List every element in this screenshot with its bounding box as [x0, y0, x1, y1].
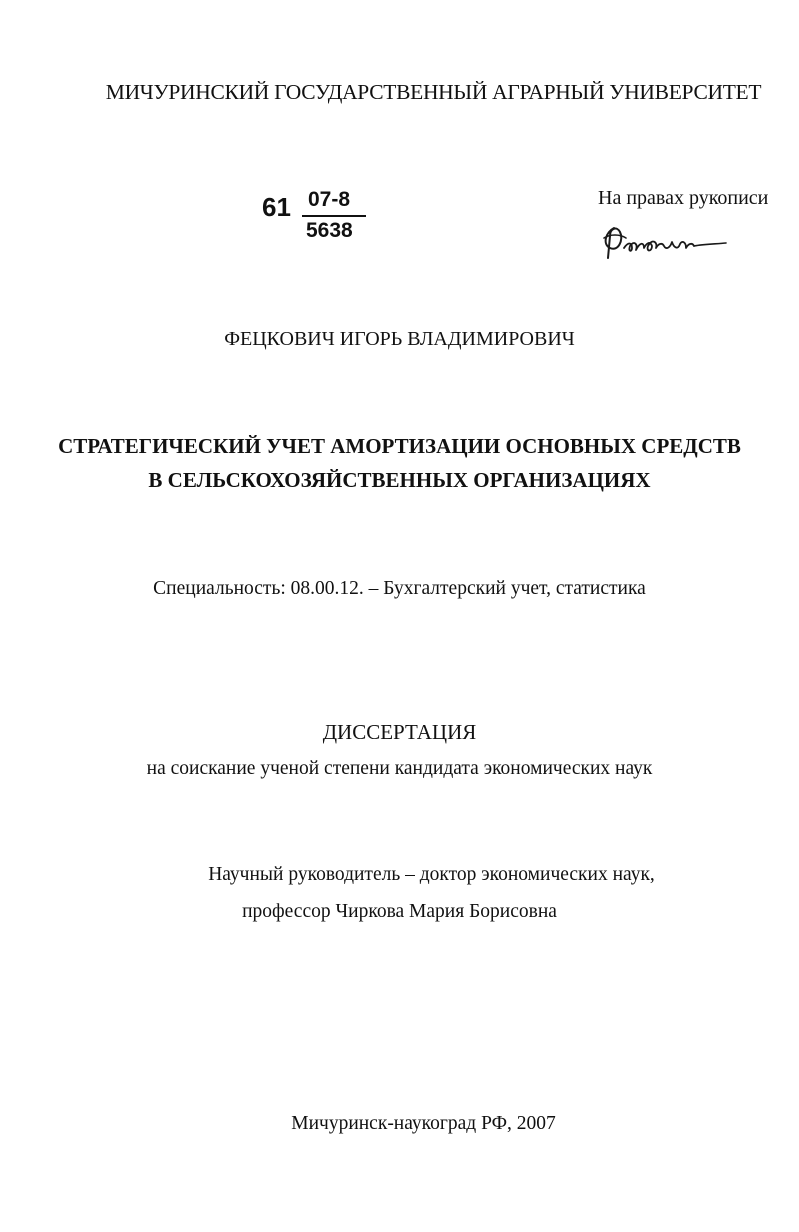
- stamp-prefix: 61: [262, 192, 291, 222]
- stamp-denominator: 5638: [306, 219, 353, 242]
- place-and-year: Мичуринск-наукоград РФ, 2007: [291, 1113, 556, 1134]
- supervisor-line-1: Научный руководитель – доктор экономических наук,: [208, 864, 655, 885]
- supervisor-line-2: профессор Чиркова Мария Борисовна: [242, 901, 557, 922]
- author-name: ФЕЦКОВИЧ ИГОРЬ ВЛАДИМИРОВИЧ: [224, 328, 575, 350]
- university-name: МИЧУРИНСКИЙ ГОСУДАРСТВЕННЫЙ АГРАРНЫЙ УНИВЕРСИТЕТ: [105, 80, 762, 104]
- thesis-title-line-1: СТРАТЕГИЧЕСКИЙ УЧЕТ АМОРТИЗАЦИИ ОСНОВНЫХ СРЕДСТВ: [58, 434, 741, 458]
- manuscript-rights-label: На правах рукописи: [598, 187, 769, 209]
- document-type: ДИССЕРТАЦИЯ: [322, 720, 477, 744]
- degree-line: на соискание ученой степени кандидата экономических наук: [146, 758, 653, 779]
- specialty-line: Специальность: 08.00.12. – Бухгалтерский учет, статистика: [153, 578, 646, 599]
- library-stamp: [262, 188, 382, 250]
- stamp-numerator: 07-8: [308, 188, 351, 211]
- thesis-title-line-2: В СЕЛЬСКОХОЗЯЙСТВЕННЫХ ОРГАНИЗАЦИЯХ: [148, 468, 651, 492]
- handwritten-signature: [600, 218, 730, 264]
- stamp-fraction-bar: [302, 215, 366, 217]
